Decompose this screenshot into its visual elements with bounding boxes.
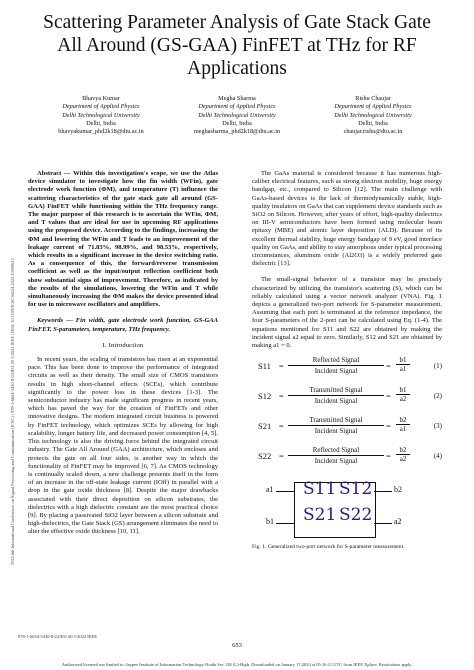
paper-title: Scattering Parameter Analysis of Gate Stack Gate All Around (GS-GAA) FinFET at THz for RF Applications xyxy=(43,12,431,79)
eq-number: (2) xyxy=(433,392,442,401)
author-email[interactable]: chaujar.rishu@dtu.ac.in xyxy=(343,128,403,136)
eq-rhs-num: b2 xyxy=(396,416,410,425)
author-block-3 xyxy=(308,95,438,136)
port-a2-label: a2 xyxy=(394,517,402,527)
left-column xyxy=(28,170,218,537)
author-name: Rishu Chaujar xyxy=(355,95,391,102)
author-univ: Delhi Technological University xyxy=(198,111,276,119)
keywords-text: Keywords — Fin width, gate electrode work function, GS-GAA FinFET, S-parameters, temperature, THz frequency. xyxy=(28,317,218,333)
sidebar-text: 2022 6th International Conference on Signal Processing and Communication (ICSC) | 978-1-6654-5430-8/22/$31.00 ©2022 IEEE | DOI: 10.1109/ICSC56524.2022.10009615 xyxy=(10,258,15,565)
port-b1-label: b1 xyxy=(266,517,274,527)
eq-rhs-num: b1 xyxy=(396,356,410,365)
eq-number: (1) xyxy=(433,362,442,371)
eq-number: (4) xyxy=(433,452,442,461)
author-city: Delhi, India xyxy=(86,119,116,127)
eq-number: (3) xyxy=(433,422,442,431)
matrix-s12: S12 xyxy=(339,479,373,500)
port-a1-label: a1 xyxy=(266,485,274,495)
keywords xyxy=(28,317,218,333)
matrix-s22: S22 xyxy=(339,505,373,526)
section-heading-introduction: I. Introduction xyxy=(102,341,144,349)
abstract-text: Abstract — Within this investigation's scope, we use the Atlas device simulator to investigate how the fin width (WFin), gate electrode work function (ΦM), and temperature (T) influence the scattering characteristics of the gate stack gate all around (GS-GAA) FinFET while functioning within the THz frequency range. The major purpose of this research is to ascertain the WFin, ΦM, and T values that are ideal for use in upcoming RF applications using the proposed device. According to the findings, increasing the ΦM and lowering the WFin and T leads to an improvement of the leakage current of 71.83%, 98.99%, and 98.53%, respectively, which results in a significant increase in the device switching ratio. As a consequence of this, the forward/reverse transmission coefficient as well as the input/output reflection coefficient both show substantial signs of improvement. Therefore, as indicated by the results of the simulations, lowering the WFin and T while simultaneously increasing the ΦM makes the device presented ideal for use in microwave oscillators and amplifiers. xyxy=(28,170,218,309)
arrow-a1 xyxy=(276,491,294,492)
arrow-b1 xyxy=(276,523,294,524)
eq-lhs: S22 xyxy=(258,451,272,462)
eq-denominator: Incident Signal xyxy=(314,367,358,376)
abstract xyxy=(28,170,218,309)
author-block-1 xyxy=(36,95,166,136)
author-dept: Department of Applied Physics xyxy=(198,103,276,111)
author-dept: Department of Applied Physics xyxy=(334,103,412,111)
eq-rhs-den: a1 xyxy=(399,365,407,374)
right-column xyxy=(252,170,442,551)
author-block-2 xyxy=(172,95,302,136)
author-city: Delhi, India xyxy=(222,119,252,127)
eq-denominator: Incident Signal xyxy=(314,427,358,436)
eq-lhs: S11 xyxy=(258,361,271,372)
paragraph: The small-signal behavior of a transistor may be precisely characterized by utilizing the transistor's scattering (S), which can be reliably calculated using a vector network analyzer (VNA). Fig. 1 depicts a generalized two-port network for S-parameter measurement. Assuming that each port is terminated at the reference impedance, the four S-parameters of the 2-port can be calculated using Eq. (1-4). The equations mentioned for S11 and S22 are obtained by making the incident signal a2 equal to zero. Similarly, S12 and S21 are obtained by making a1 = 0. xyxy=(252,276,442,350)
footer-isbn: 978-1-6654-5430-8/22/$31.00 ©2022 IEEE xyxy=(18,634,98,639)
eq-numerator: Reflected Signal xyxy=(288,446,384,456)
equation-2: S12 = Transmitted Signal Incident Signal = $\frac{b1}{a2}$ (2) xyxy=(258,386,442,406)
license-notice: Authorized licensed use limited to: Jaypee Institute of Information Technology-Noida Sec 128 (L)-High. Downloaded on January 17,2023 at 05:16:11 UTC from IEEE Xplore. Restrictions apply. xyxy=(61,662,413,667)
eq-rhs-den: a2 xyxy=(399,395,407,404)
equation-4: S22 = Reflected Signal Incident Signal = $\frac{b2}{a2}$ (4) xyxy=(258,446,442,466)
page-number: 653 xyxy=(232,642,242,649)
figure-caption: Fig. 1. Generalized two-port network for S-parameter measurement. xyxy=(252,544,405,551)
eq-numerator: Transmitted Signal xyxy=(288,386,384,396)
eq-denominator: Incident Signal xyxy=(314,457,358,466)
matrix-s21: S21 xyxy=(303,505,337,526)
s-parameter-matrix xyxy=(294,479,376,538)
sidebar-doi-strip xyxy=(2,95,15,565)
two-port-network-figure xyxy=(252,478,442,540)
author-name: Megha Sharma xyxy=(218,95,256,102)
arrow-b2 xyxy=(374,491,392,492)
author-univ: Delhi Technological University xyxy=(62,111,140,119)
eq-lhs: S21 xyxy=(258,421,272,432)
eq-numerator: Reflected Signal xyxy=(288,356,384,366)
right-body xyxy=(252,170,442,350)
equation-3: S21 = Transmitted Signal Incident Signal = $\frac{b2}{a1}$ (3) xyxy=(258,416,442,436)
equation-1: S11 = Reflected Signal Incident Signal = $\frac{b1}{a1}$ (1) xyxy=(258,356,442,376)
author-city: Delhi, India xyxy=(358,119,388,127)
arrow-a2 xyxy=(374,523,392,524)
eq-rhs-den: a2 xyxy=(399,455,407,464)
eq-denominator: Incident Signal xyxy=(314,397,358,406)
paragraph: In recent years, the scaling of transistors has risen at an exponential pace. This has been done to improve the performance of integrated circuits as well as their density. The small size of CMOS transistors results in high short-channel effects (SCEs), which contribute significantly to the power loss in these devices [1-3]. The semiconductor industry has made significant progress in recent years, which has paved the way for the creation of FinFETs and other innovative designs. The modern integrated circuit business is powered by FinFET technology, which optimizes SCEs by allowing for high scalability, longer battery life, and decreased power consumption [4, 5]. This technology is also the driving force behind the integrated circuit industry. The Gate All Around (GAA) architecture, which encloses and protects the gate on all four sides, is another way in which the functionality of FinFET may be improved [6, 7]. As CMOS technology is continually scaled down, a new challenge presents itself in the form of an increase in the off-state leakage current (IOff) in parallel with a drop in the gate oxide thickness [8]. Despite the major drawbacks associated with their direct deposition on silicon substrates, the dielectrics with a high dielectric constant are the most practical choice [9]. By placing a passivated SiO2 layer between a silicon substrate and high-dielectrics, the Gate Stack (GS) arrangement eliminates the need to alter the effective oxide thickness [10, 11]. xyxy=(28,356,218,536)
eq-numerator: Transmitted Signal xyxy=(288,416,384,426)
eq-rhs-den: a1 xyxy=(399,425,407,434)
eq-rhs-num: b1 xyxy=(396,386,410,395)
paragraph: The GaAs material is considered because it has numerous high-caliber electrical features, such as strong electron mobility, huge energy bandgap, etc., compared to Silicon [12]. The main challenge with GaAs-based devices is the lack of thermodynamically stable, high-quality insulators on GaAs that can supplement device standards such as SiO2 on Silicon. However, after years of effort, high-quality dielectrics on III-V semiconductors have been formed using molecular beam epitaxy (MBE) and atomic layer deposition (ALD). Because of its excellent thermal stability, huge energy bandgap of 9 eV, good interface quality on GaAs, and ability to stay amorphous under typical processing circumstances, aluminum oxide (Al2O3) is a widely preferred gate dielectric [13]. xyxy=(252,170,442,268)
author-email[interactable]: bhavyakumar_phd2k18@dtu.ac.in xyxy=(58,128,144,136)
author-dept: Department of Applied Physics xyxy=(62,103,140,111)
author-email[interactable]: meghasharma_phd2k18@dtu.ac.in xyxy=(193,128,281,136)
intro-body xyxy=(28,356,218,536)
port-b2-label: b2 xyxy=(394,485,402,495)
eq-lhs: S12 xyxy=(258,391,272,402)
matrix-s11: S11 xyxy=(303,479,337,500)
author-univ: Delhi Technological University xyxy=(334,111,412,119)
eq-rhs-num: b2 xyxy=(396,446,410,455)
author-name: Bhavya Kumar xyxy=(82,95,120,102)
